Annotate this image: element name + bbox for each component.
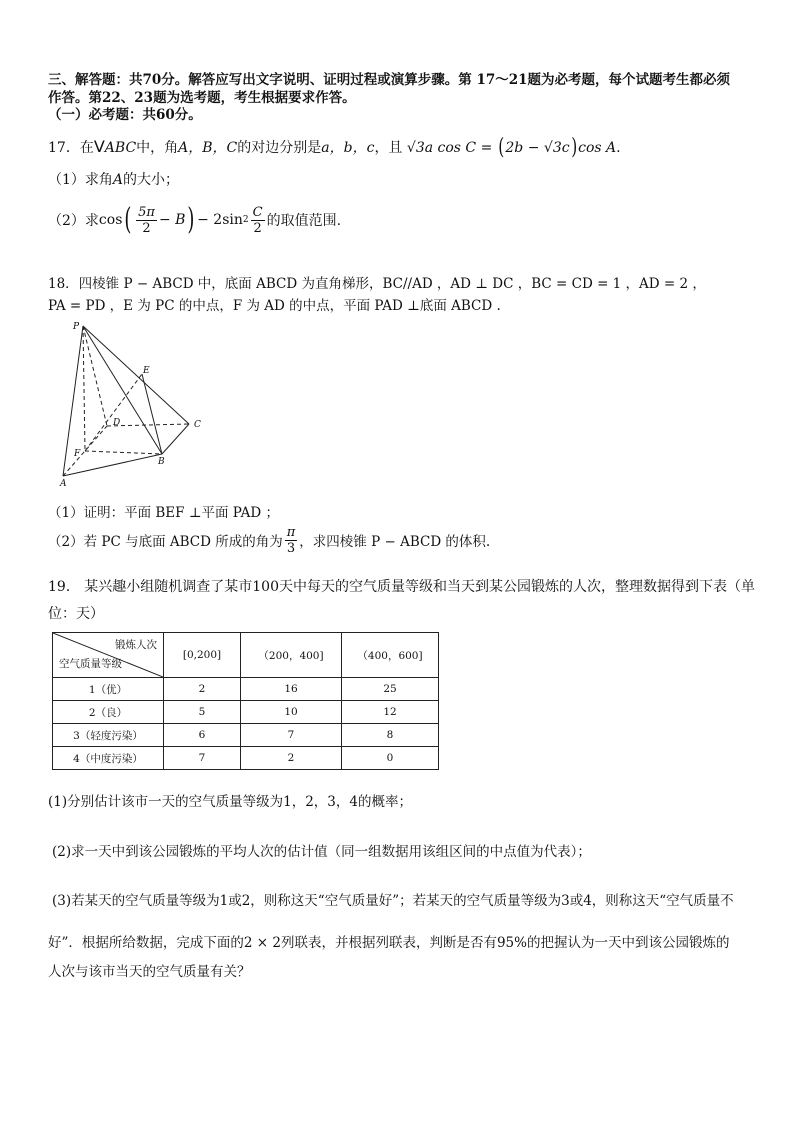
q19-stem-line2: 位：天） <box>48 606 104 622</box>
table-cell: 10 <box>241 701 342 724</box>
q17-part1-end: 的大小； <box>123 172 180 188</box>
q17-part1-var: A <box>112 172 124 188</box>
corner-bottom-label: 空气质量等级 <box>59 658 122 670</box>
table-cell: 5 <box>164 701 241 724</box>
q18-part2-text: （2）若 PC 与底面 ABCD 所成的角为 <box>48 534 283 550</box>
edge-eb <box>142 374 162 454</box>
q17-part2-text: （2）求 <box>48 213 99 229</box>
frac-num: π <box>286 524 296 540</box>
q17-stem <box>48 137 621 159</box>
table-row <box>53 678 439 701</box>
row-label: 1（优） <box>53 678 164 701</box>
q17-text: 在 <box>79 140 94 156</box>
q17-part2: （2）求 cos ( $\frac{5\pi}{2}$ − B ) − 2sin 2 $\frac{C}{2}$ 的取值范围. <box>48 202 342 237</box>
pyramid-figure <box>55 318 215 488</box>
frac-den: 2 <box>142 220 151 236</box>
q18-part2 <box>48 522 490 558</box>
eq-end: . <box>616 140 621 156</box>
q19-part1: (1)分别估计该市一天的空气质量等级为1，2，3，4的概率； <box>48 794 412 810</box>
table-cell: 6 <box>164 724 241 747</box>
eq-right-2: 3c <box>552 140 570 156</box>
edge-fb <box>85 451 162 454</box>
frac-den: 2 <box>253 220 262 236</box>
q19-part3-line1: (3)若某天的空气质量等级为1或2，则称这天“空气质量好”；若某天的空气质量等级为3或4，则称这天“空气质量不 <box>52 893 734 909</box>
q18-part2-end: ，求四棱锥 P − ABCD 的体积. <box>299 534 491 550</box>
q17-sides: a，b，c <box>321 140 375 156</box>
edge-pf <box>83 326 85 451</box>
frac-num: C <box>252 204 263 220</box>
table-corner-cell <box>53 633 164 678</box>
table-row <box>53 724 439 747</box>
edge-bc <box>162 424 189 454</box>
fraction-pi-3 <box>285 525 298 556</box>
edge-fe <box>85 374 142 451</box>
frac-num: 5π <box>138 204 155 220</box>
section-header-line2: 作答。第22、23题为选考题，考生根据要求作答。 <box>48 90 356 106</box>
minus-b: − B <box>158 212 186 228</box>
q19-part3-line3: 人次与该市当天的空气质量有关？ <box>48 964 251 980</box>
table-row <box>53 747 439 770</box>
label-c: C <box>194 420 201 430</box>
q17-part1-text: （1）求角 <box>48 172 113 188</box>
table-cell: 7 <box>164 747 241 770</box>
q17-part2-end: 的取值范围. <box>266 213 342 229</box>
label-e: E <box>143 366 150 376</box>
sin-fn: − 2sin <box>197 212 243 228</box>
eq-right-1: 2b − <box>505 140 540 156</box>
table-cell: 8 <box>342 724 439 747</box>
q17-text: 中，角 <box>136 140 179 156</box>
section-header-line3: （一）必考题：共60分。 <box>48 107 202 123</box>
q17-equation: √3a cos C = (2b − √3c)cos A. <box>406 135 621 160</box>
label-f: F <box>74 449 81 459</box>
row-label: 2（良） <box>53 701 164 724</box>
edge-pd <box>83 326 107 426</box>
air-quality-table <box>52 632 439 770</box>
q17-angles: A，B，C <box>178 140 238 156</box>
label-a: A <box>60 479 67 488</box>
frac-den: 3 <box>286 540 296 556</box>
q18-stem-line2: PA = PD ，E 为 PC 的中点，F 为 AD 的中点，平面 PAD ⊥底面 ABCD . <box>48 298 501 314</box>
column-header: （400，600] <box>342 633 439 678</box>
section-header-line1: 三、解答题：共70分。解答应写出文字说明、证明过程或演算步骤。第 17～21题为必考题，每个试题考生都必须 <box>48 72 731 88</box>
label-b: B <box>158 457 165 467</box>
column-header: （200，400] <box>241 633 342 678</box>
table-cell: 2 <box>164 678 241 701</box>
edge-pc <box>83 326 189 424</box>
q19-part3-line2: 好”．根据所给数据，完成下面的2 × 2列联表，并根据列联表，判断是否有95%的把握认为一天中到该公园锻炼的 <box>48 935 730 951</box>
q17-text: ，且 <box>374 140 403 156</box>
q19-part2: (2)求一天中到该公园锻炼的平均人次的估计值（同一组数据用该组区间的中点值为代表）； <box>52 844 591 860</box>
table-cell: 7 <box>241 724 342 747</box>
label-p: P <box>73 322 80 332</box>
row-label: 3（轻度污染） <box>53 724 164 747</box>
corner-top-label: 锻炼人次 <box>115 639 157 651</box>
table-row <box>53 701 439 724</box>
fraction-c-2 <box>251 205 265 236</box>
cos-fn: cos <box>98 212 123 228</box>
edge-pb <box>83 326 162 454</box>
q18-part1: （1）证明：平面 BEF ⊥平面 PAD ； <box>48 505 280 521</box>
label-d: D <box>113 418 121 428</box>
q17-part1 <box>48 169 179 189</box>
q19-stem-line1: 19． 某兴趣小组随机调查了某市100天中每天的空气质量等级和当天到某公园锻炼的人次，整理数据得到下表（单 <box>48 579 755 595</box>
eq-sign: = <box>480 140 493 156</box>
table-cell: 12 <box>342 701 439 724</box>
q17-text: 的对边分别是 <box>237 140 322 156</box>
q18-stem-line1: 18．四棱锥 P − ABCD 中，底面 ABCD 为直角梯形，BC//AD ，AD ⊥ DC ，BC = CD = 1 ，AD = 2 ， <box>48 276 706 292</box>
triangle-symbol: V <box>93 137 105 156</box>
column-header: [0,200] <box>164 633 241 678</box>
table-cell: 25 <box>342 678 439 701</box>
eq-right-3: cos A <box>578 140 617 156</box>
sin-square: 2 <box>242 215 249 225</box>
q17-number: 17． <box>48 140 80 156</box>
table-cell: 16 <box>241 678 342 701</box>
table-cell: 0 <box>342 747 439 770</box>
row-label: 4（中度污染） <box>53 747 164 770</box>
eq-left: 3a cos C <box>415 140 477 156</box>
table-cell: 2 <box>241 747 342 770</box>
fraction-5pi-2 <box>136 205 157 236</box>
q17-abc: ABC <box>104 140 137 156</box>
